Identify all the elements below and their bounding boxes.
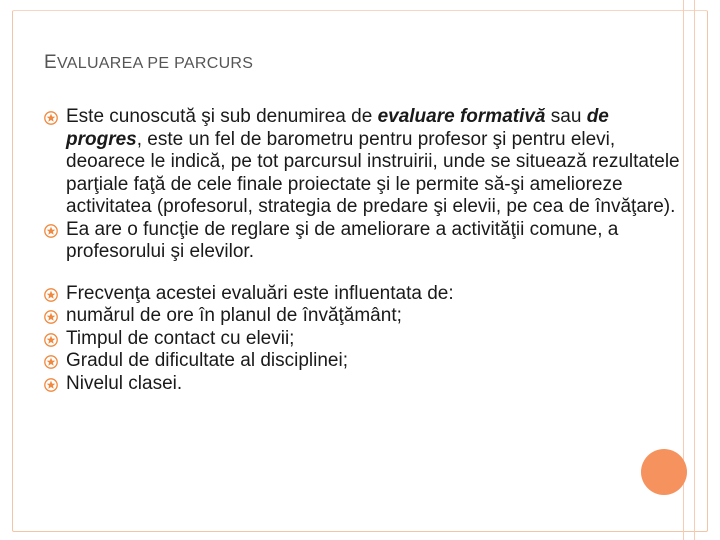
bullet-text: Nivelul clasei. [66, 372, 183, 394]
star-bullet-icon [44, 288, 58, 302]
bullet-item [44, 219, 684, 264]
emphasis-evaluare-formativa: evaluare formativă [377, 106, 546, 127]
bullet-text: , este un fel de barometru pentru profesor şi pentru elevi, deoarece le indică, pe tot parcursul instruirii, unde se situează rezultatele parţiale faţă de cele finale proiectate şi le permite să-şi amelioreze activitatea (profesorul, strategia de predare şi elevii, pe cea de învăţare). [66, 128, 680, 217]
star-bullet-icon [44, 333, 58, 347]
star-bullet-icon [44, 355, 58, 369]
title-rest: VALUAREA PE PARCURS [56, 55, 254, 72]
decorative-vertical-line [694, 0, 695, 540]
bullet-text: sau [545, 106, 587, 127]
bullet-item [44, 283, 684, 306]
bullet-text: Frecvenţa acestei evaluări este influentata de: [66, 282, 454, 304]
slide-content [44, 106, 684, 395]
star-bullet-icon [44, 111, 58, 125]
slide-title [44, 52, 253, 74]
bullet-item [44, 106, 684, 219]
title-initial: E [44, 52, 57, 73]
bullet-text: Ea are o funcţie de reglare şi de ameliorare a activităţii comune, a profesorului şi elevilor. [66, 218, 619, 262]
star-bullet-icon [44, 378, 58, 392]
bullet-text: numărul de ore în planul de învăţământ; [66, 305, 402, 326]
star-bullet-icon [44, 224, 58, 238]
bullet-item [44, 328, 684, 351]
emphasis-de-progres: de progres [66, 106, 609, 150]
bullet-text: Timpul de contact cu elevii; [66, 327, 295, 349]
star-bullet-icon [44, 310, 58, 324]
bullet-text: Gradul de dificultate al disciplinei; [66, 350, 348, 371]
decorative-orange-circle [641, 449, 687, 495]
bullet-item [44, 350, 684, 373]
bullet-text: Este cunoscută şi sub denumirea de [66, 106, 378, 127]
bullet-item [44, 373, 684, 396]
bullet-item [44, 305, 684, 328]
